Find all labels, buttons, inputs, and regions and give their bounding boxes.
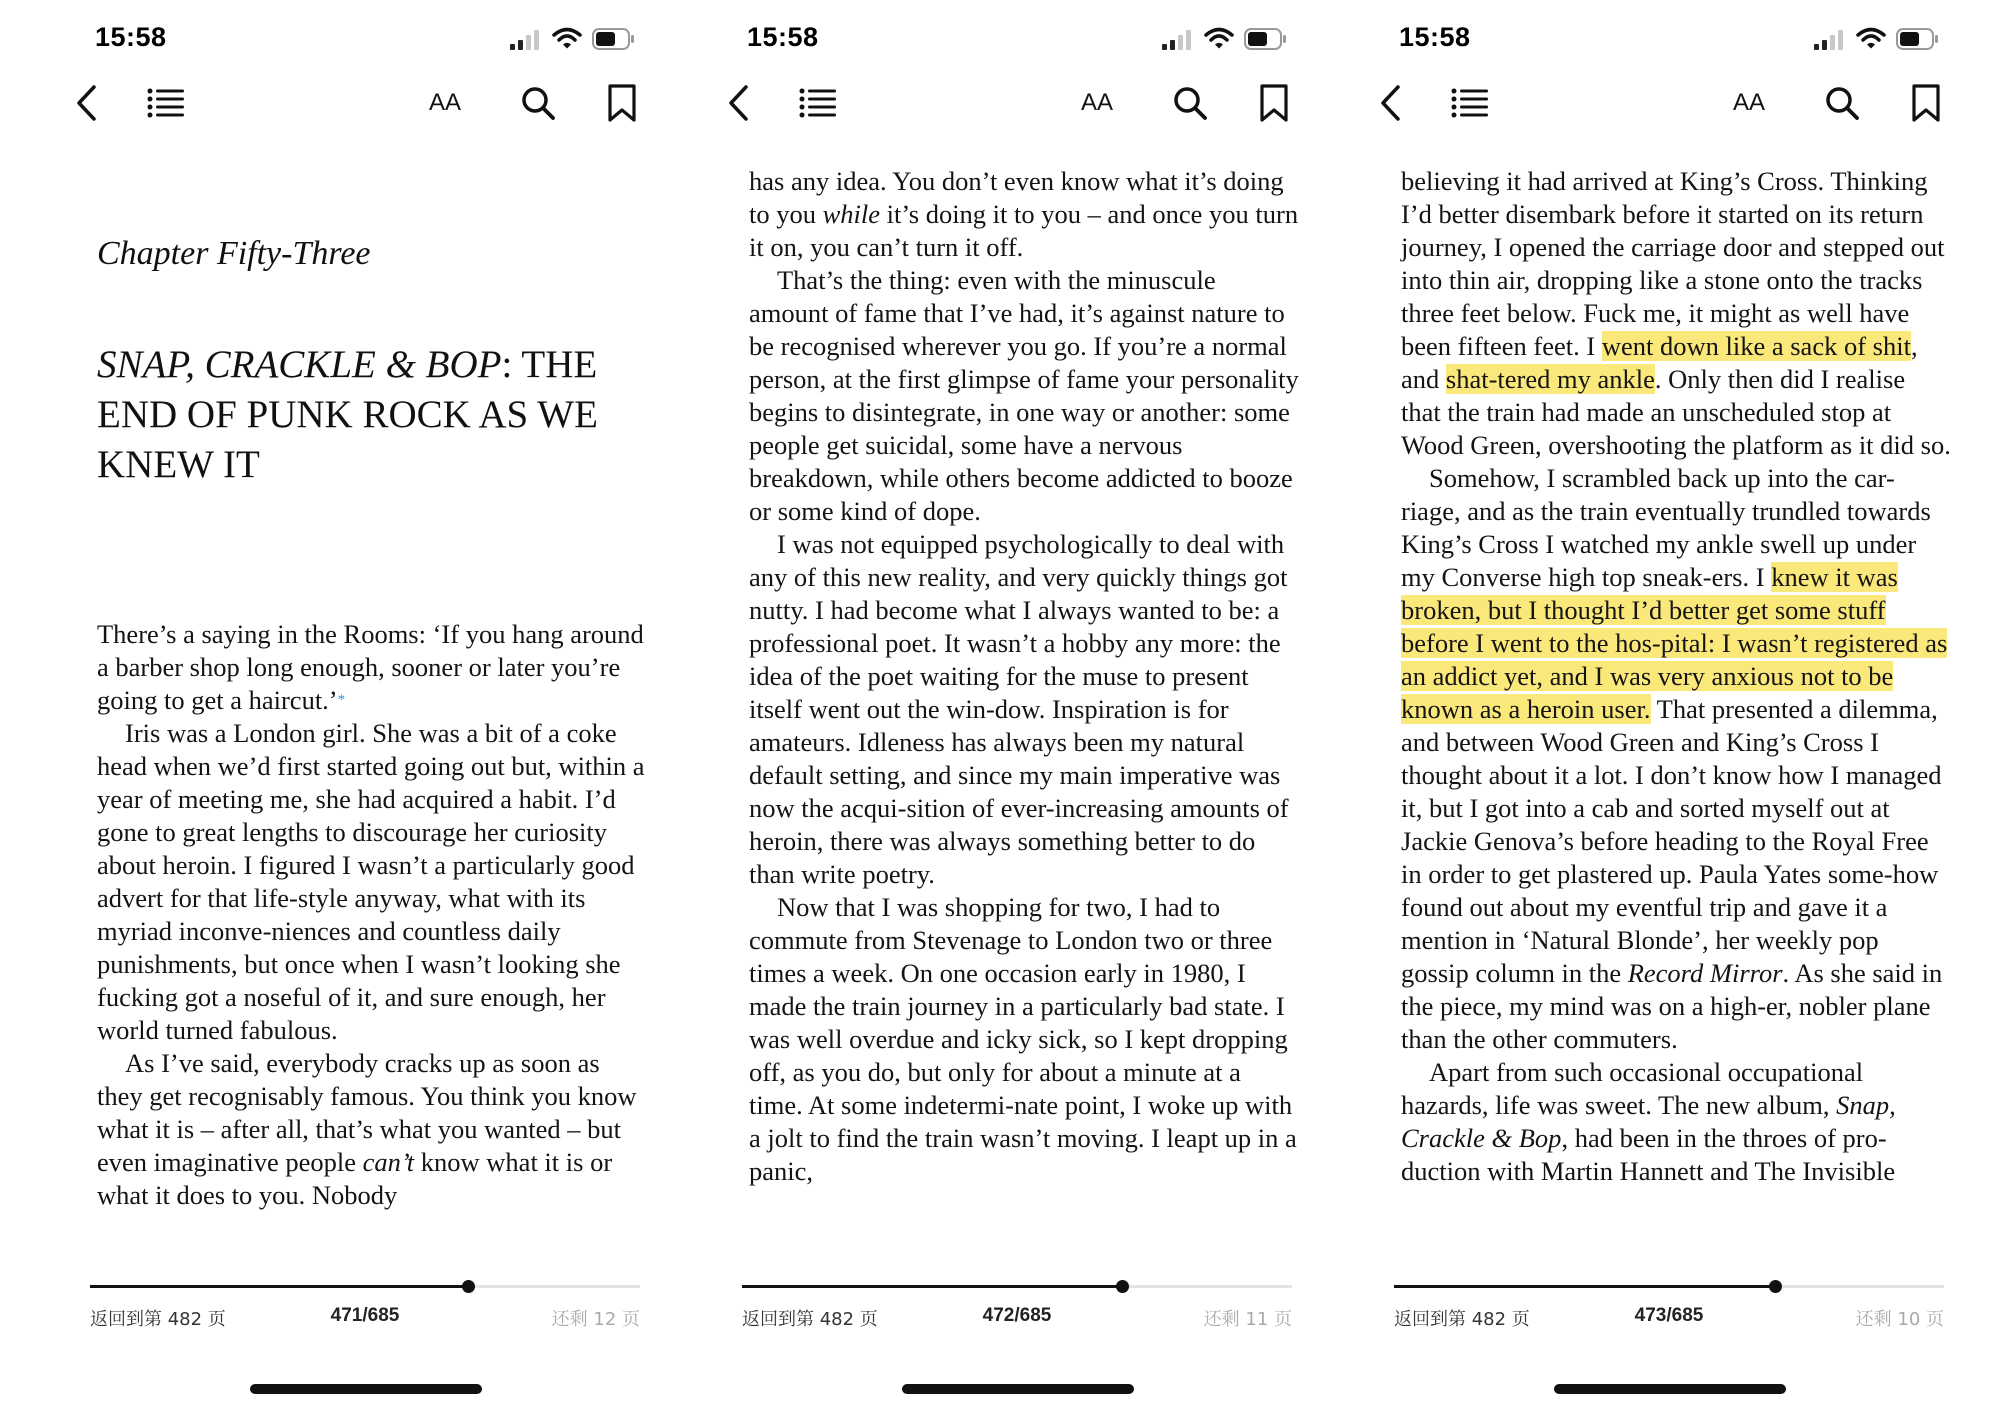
- font-size-icon: AA: [1732, 89, 1765, 116]
- pages-remaining: 还剩 12 页: [551, 1309, 640, 1330]
- page-body: [1401, 165, 1951, 1188]
- back-button[interactable]: [68, 78, 104, 128]
- progress-knob[interactable]: [1116, 1280, 1129, 1293]
- page-progress-slider[interactable]: [742, 1277, 1292, 1297]
- status-icons: [1162, 26, 1292, 52]
- return-to-page-link[interactable]: 返回到第 482 页: [742, 1309, 878, 1330]
- bookmark-button[interactable]: [1908, 78, 1944, 128]
- paragraph: That’s the thing: even with the minuscule amount of fame that I’ve had, it’s against nature to be recognised wherever you go. If you’re a normal person, at the first glimpse of fame your personality begins to disintegrate, in one way or another: some people get suicidal, some have a nervous breakdown, while others become addicted to booze or some kind of dope.: [749, 265, 1299, 526]
- search-button[interactable]: [518, 78, 558, 128]
- page-footer: [1394, 1305, 1944, 1335]
- battery-icon: [1896, 28, 1940, 50]
- home-indicator[interactable]: [250, 1384, 482, 1394]
- status-time: 15:58: [747, 22, 819, 52]
- progress-knob[interactable]: [1769, 1280, 1782, 1293]
- paragraph: Apart from such occasional occupational hazards, life was sweet. The new album, Snap, Crackle & Bop, had been in the throes of pro-duction with Martin Hannett and The Invisible: [1401, 1057, 1896, 1186]
- search-icon: [1172, 85, 1208, 121]
- bookmark-icon: [607, 83, 637, 123]
- bookmark-button[interactable]: [1256, 78, 1292, 128]
- progress-knob[interactable]: [462, 1280, 475, 1293]
- status-icons: [1814, 26, 1944, 52]
- page-number: 472/685: [982, 1305, 1052, 1326]
- font-settings-button[interactable]: [1724, 78, 1774, 128]
- paragraph: Now that I was shopping for two, I had to commute from Stevenage to London two or three times a week. On one occasion early in 1980, I made the train journey in a particularly bad state. I was well overdue and icky sick, so I kept dropping off, as you do, but only for about a minute at a time. At some indetermi-nate point, I woke up with a jolt to find the train wasn’t moving. I leapt up in a panic,: [749, 892, 1297, 1186]
- footnote-link[interactable]: *: [337, 692, 346, 708]
- pages-remaining: 还剩 10 页: [1855, 1309, 1944, 1330]
- search-icon: [520, 85, 556, 121]
- reader-page-472: [652, 0, 1302, 1405]
- status-bar: [0, 18, 650, 54]
- wifi-icon: [552, 27, 582, 49]
- status-bar: [1304, 18, 1954, 54]
- back-button[interactable]: [720, 78, 756, 128]
- reader-toolbar: [652, 78, 1302, 128]
- battery-icon: [592, 28, 636, 50]
- status-time: 15:58: [1399, 22, 1471, 52]
- paragraph: Somehow, I scrambled back up into the car-riage, and as the train eventually trundled towards King’s Cross I watched my ankle swell up under my Converse high top sneak-ers. I knew it was broken, but I thought I’d better get some stuff before I went to the hos-pital: I wasn’t registered as an addict yet, and I was very anxious not to be known as a heroin user. That presented a dilemma, and between Wood Green and King’s Cross I thought about it a lot. I don’t know how I managed it, but I got into a cab and sorted myself out at Jackie Genova’s before heading to the Royal Free in order to get plastered up. Paula Yates some-how found out about my eventful trip and gave it a mention in ‘Natural Blonde’, her weekly pop gossip column in the Record Mirror. As she said in the piece, my mind was on a high-er, nobler plane than the other commuters.: [1401, 463, 1948, 1054]
- paragraph: I was not equipped psychologically to deal with any of this new reality, and very quickly things got nutty. I had become what I always wanted to be: a professional poet. It wasn’t a hobby any more: the idea of the poet waiting for the muse to present itself went out the win-dow. Inspiration is for amateurs. Idleness has always been my natural default setting, and since my main imperative was now the acqui-sition of ever-increasing amounts of heroin, there was always something better to do than write poetry.: [749, 529, 1289, 889]
- search-icon: [1824, 85, 1860, 121]
- chapter-title: SNAP, CRACKLE & BOP: THE END OF PUNK ROCK AS WE KNEW IT: [97, 343, 598, 486]
- highlight[interactable]: knew it was broken, but I thought I’d better get some stuff before I went to the hos-pital: I wasn’t registered as an addict yet, and I was very anxious not to be known as a heroin user.: [1401, 562, 1948, 724]
- list-icon: [799, 88, 837, 118]
- page-footer: [90, 1305, 640, 1335]
- paragraph: has any idea. You don’t even know what it’s doing to you while it’s doing it to you – and once you turn it on, you can’t turn it off.: [749, 166, 1299, 262]
- signal-icon: [510, 30, 542, 50]
- toc-button[interactable]: [1448, 78, 1492, 128]
- font-size-icon: AA: [428, 89, 461, 116]
- progress-fill: [90, 1285, 468, 1288]
- toc-button[interactable]: [796, 78, 840, 128]
- return-to-page-link[interactable]: 返回到第 482 页: [1394, 1309, 1530, 1330]
- paragraph: believing it had arrived at King’s Cross. Thinking I’d better disembark before it started on its return journey, I opened the carriage door and stepped out into thin air, dropping like a stone onto the tracks three feet below. Fuck me, it might as well have been fifteen feet. I went down like a sack of shit, and shat-tered my ankle. Only then did I realise that the train had made an unscheduled stop at Wood Green, overshooting the platform as it did so.: [1401, 166, 1951, 460]
- return-to-page-link[interactable]: 返回到第 482 页: [90, 1309, 226, 1330]
- highlight[interactable]: went down like a sack of shit: [1601, 331, 1911, 361]
- page-body: [749, 165, 1299, 1188]
- page-progress-slider[interactable]: [1394, 1277, 1944, 1297]
- signal-icon: [1814, 30, 1846, 50]
- home-indicator[interactable]: [1554, 1384, 1786, 1394]
- bookmark-button[interactable]: [604, 78, 640, 128]
- chevron-left-icon: [74, 83, 98, 123]
- chevron-left-icon: [1378, 83, 1402, 123]
- paragraph: As I’ve said, everybody cracks up as soon as they get recognisably famous. You think you know what it is – after all, that’s what you wanted – but even imaginative people can’t know what it is or what it does to you. Nobody: [97, 1048, 637, 1210]
- reader-page-473: [1304, 0, 1954, 1405]
- status-time: 15:58: [95, 22, 167, 52]
- back-button[interactable]: [1372, 78, 1408, 128]
- progress-fill: [742, 1285, 1122, 1288]
- home-indicator[interactable]: [902, 1384, 1134, 1394]
- list-icon: [1451, 88, 1489, 118]
- bookmark-icon: [1911, 83, 1941, 123]
- battery-icon: [1244, 28, 1288, 50]
- bookmark-icon: [1259, 83, 1289, 123]
- reader-page-471: [0, 0, 650, 1405]
- list-icon: [147, 88, 185, 118]
- paragraph: Iris was a London girl. She was a bit of a coke head when we’d first started going out but, within a year of meeting me, she had acquired a habit. I’d gone to great lengths to discourage her curiosity about heroin. I figured I wasn’t a particularly good advert for that life-style anyway, what with its myriad inconve-niences and countless daily punishments, but once when I wasn’t looking she fucking got a noseful of it, and sure enough, her world turned fabulous.: [97, 718, 645, 1045]
- page-body: [97, 618, 647, 1212]
- font-size-icon: AA: [1080, 89, 1113, 116]
- chevron-left-icon: [726, 83, 750, 123]
- toc-button[interactable]: [144, 78, 188, 128]
- progress-fill: [1394, 1285, 1775, 1288]
- wifi-icon: [1204, 27, 1234, 49]
- pages-remaining: 还剩 11 页: [1203, 1309, 1292, 1330]
- font-settings-button[interactable]: [1072, 78, 1122, 128]
- search-button[interactable]: [1170, 78, 1210, 128]
- paragraph: There’s a saying in the Rooms: ‘If you hang around a barber shop long enough, sooner or later you’re going to get a haircut.’*: [97, 619, 644, 715]
- search-button[interactable]: [1822, 78, 1862, 128]
- reader-toolbar: [0, 78, 650, 128]
- signal-icon: [1162, 30, 1194, 50]
- page-number: 471/685: [330, 1305, 400, 1326]
- reader-toolbar: [1304, 78, 1954, 128]
- page-progress-slider[interactable]: [90, 1277, 640, 1297]
- wifi-icon: [1856, 27, 1886, 49]
- font-settings-button[interactable]: [420, 78, 470, 128]
- status-bar: [652, 18, 1302, 54]
- highlight[interactable]: shat-tered my ankle: [1445, 364, 1655, 394]
- page-number: 473/685: [1634, 1305, 1704, 1326]
- page-footer: [742, 1305, 1292, 1335]
- chapter-label: Chapter Fifty-Three: [97, 235, 371, 272]
- status-icons: [510, 26, 640, 52]
